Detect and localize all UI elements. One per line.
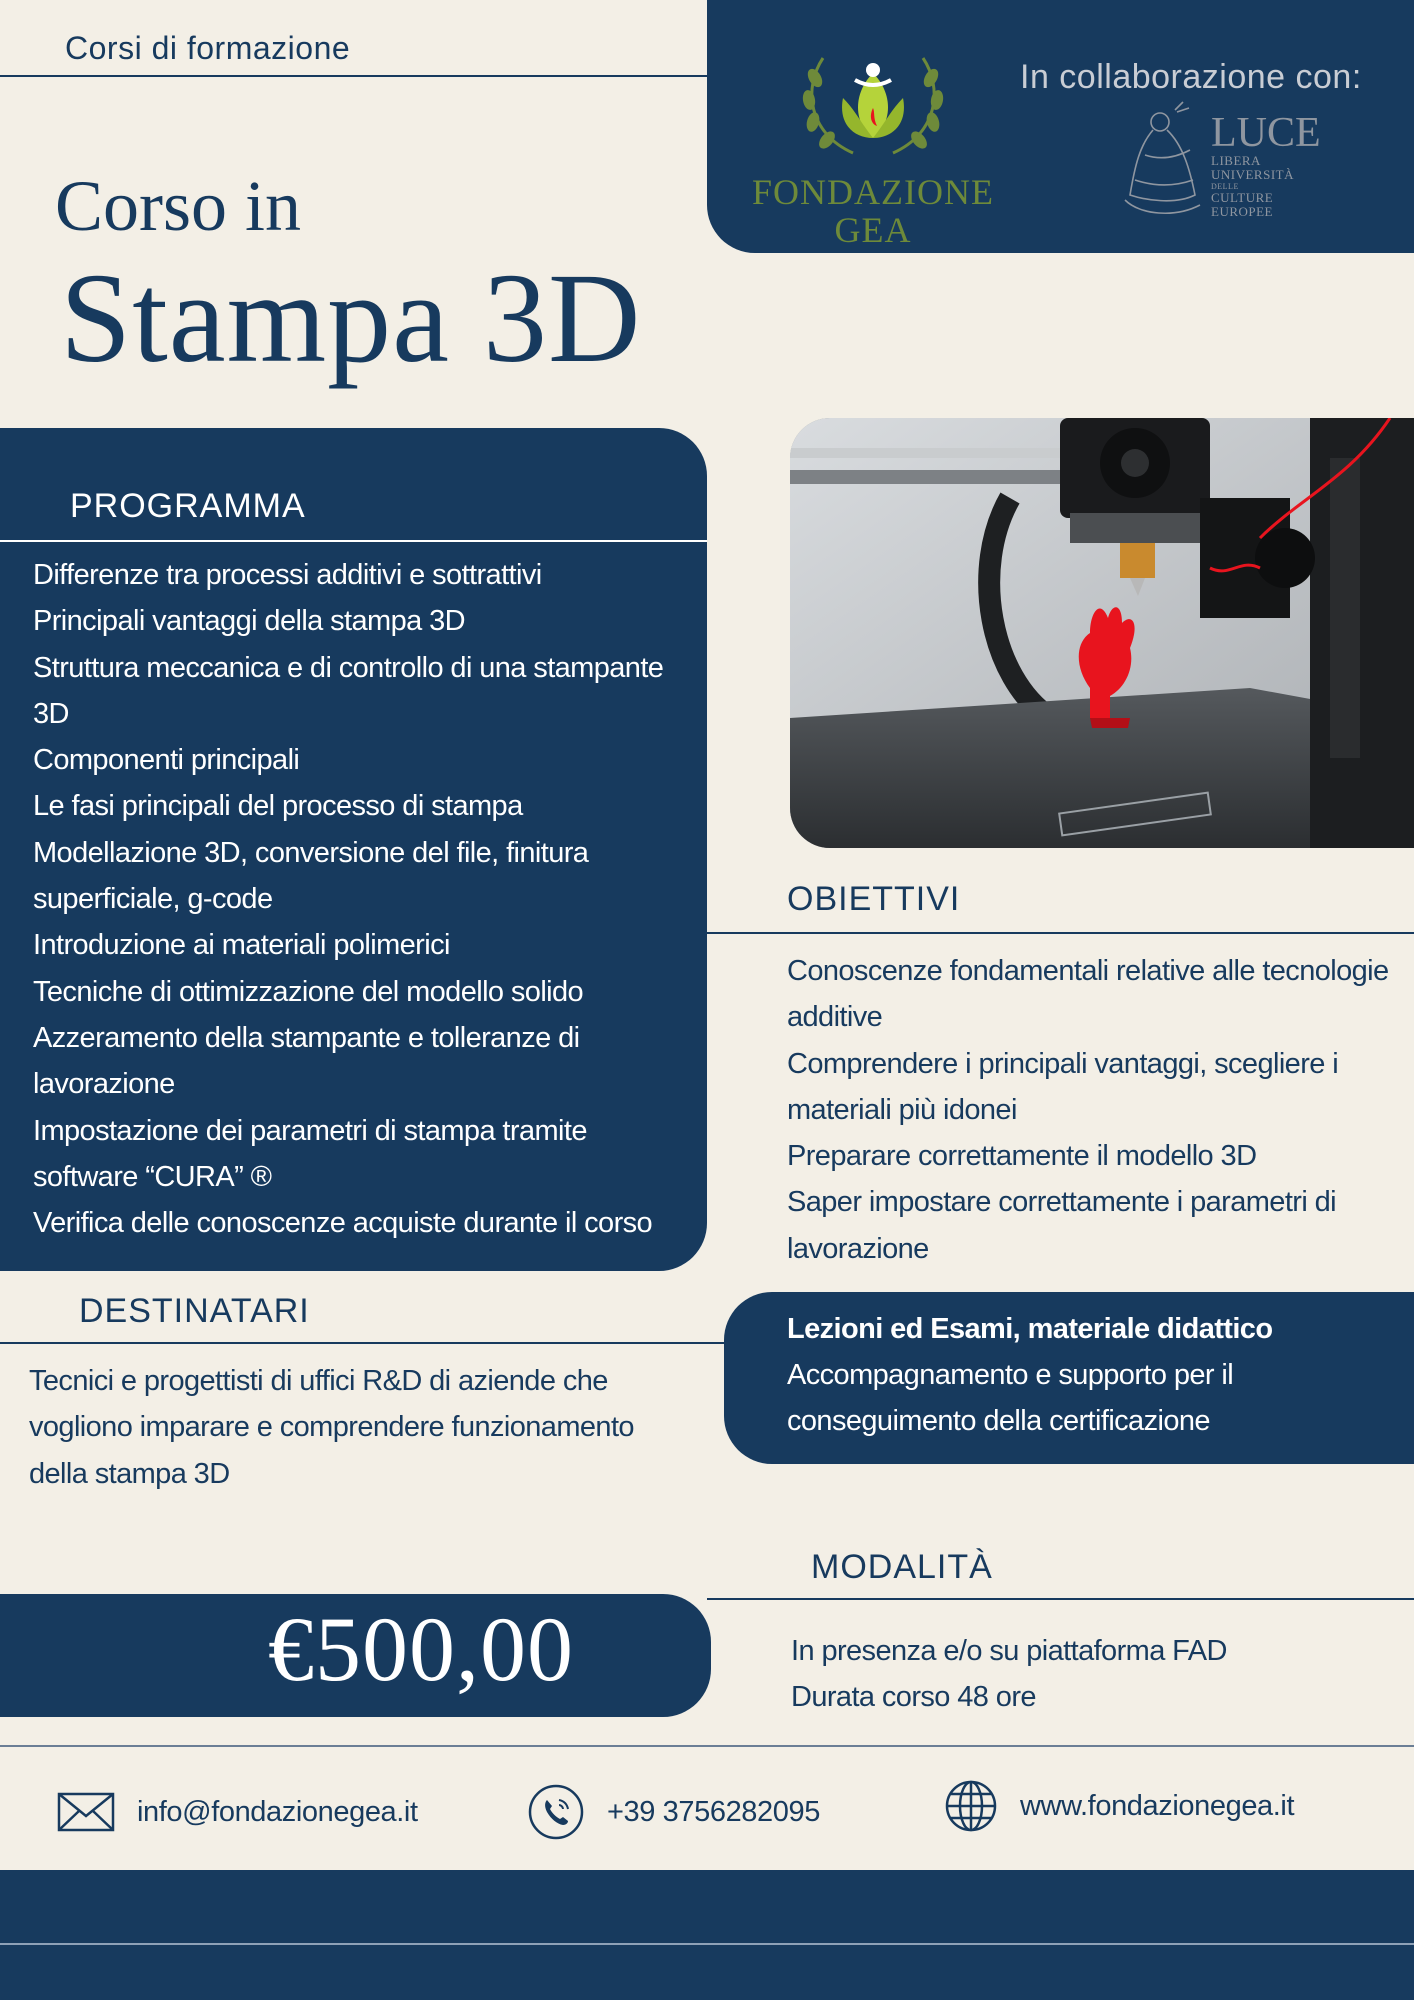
luce-sub-4: CULTURE [1211,190,1274,205]
destinatari-text: Tecnici e progettisti di uffici R&D di aziende che vogliono imparare e comprendere funzionamento della stampa 3D [29,1365,634,1490]
list-item: Azzeramento della stampante e tolleranze di lavorazione [33,1021,580,1101]
fondazione-gea-logo [738,38,1008,248]
lezioni-text [787,1306,1397,1444]
luce-sub-3: DELLE [1211,182,1239,191]
lezioni-description: Accompagnamento e supporto per il conseguimento della certificazione [787,1359,1234,1437]
collaboration-label: In collaborazione con: [1020,58,1362,96]
gea-emblem-icon [793,38,953,168]
modalita-divider [707,1598,1414,1600]
footer-divider [0,1943,1414,1945]
programma-heading: PROGRAMMA [70,487,306,525]
email-text[interactable]: info@fondazionegea.it [137,1795,418,1828]
3d-printer-image [790,418,1414,848]
phone-contact[interactable] [527,1784,820,1840]
gea-logo-line-1: FONDAZIONE [752,172,994,212]
list-item: Componenti principali [33,744,300,777]
contacts-divider [0,1745,1414,1747]
list-item: Modellazione 3D, conversione del file, finitura superficiale, g-code [33,836,589,916]
website-text[interactable]: www.fondazionegea.it [1020,1789,1295,1822]
modalita-heading: MODALITÀ [811,1548,993,1586]
programma-list [33,552,693,1246]
destinatari-heading: DESTINATARI [79,1292,310,1330]
list-item: Differenze tra processi additivi e sottrattivi [33,559,542,591]
destinatari-divider [0,1342,724,1344]
title-prefix: Corso in [55,166,302,246]
obiettivi-divider [707,932,1414,934]
modalita-line-2: Durata corso 48 ore [791,1681,1036,1713]
modalita-text [791,1628,1391,1720]
programma-divider [0,540,707,542]
header-label: Corsi di formazione [65,30,351,66]
footer-band [0,1870,1414,2000]
obiettivi-list [787,948,1407,1272]
luce-sub-5: EUROPEE [1211,204,1273,219]
course-price: €500,00 [268,1598,574,1700]
header-divider [0,75,707,77]
luce-figure-icon [1105,100,1205,225]
list-item: Principali vantaggi della stampa 3D [33,605,465,638]
gea-logo-line-2: GEA [834,210,912,250]
lezioni-bold-line: Lezioni ed Esami, materiale didattico [787,1313,1273,1345]
list-item: Conoscenze fondamentali relative alle tecnologie additive [787,955,1389,1034]
modalita-line-1: In presenza e/o su piattaforma FAD [791,1635,1227,1667]
luce-sub-1: LIBERA [1211,153,1261,168]
luce-sub-2: UNIVERSITÀ [1211,167,1294,182]
luce-name: LUCE [1211,110,1321,156]
list-item: Tecniche di ottimizzazione del modello solido [33,975,584,1008]
3d-printer-photo [790,418,1414,848]
list-item: Saper impostare correttamente i parametri di lavorazione [787,1186,1337,1265]
phone-icon [527,1783,585,1841]
list-item: Introduzione ai materiali polimerici [33,929,450,962]
list-item: Preparare correttamente il modello 3D [787,1140,1257,1173]
list-item: Impostazione dei parametri di stampa tramite software “CURA” ® [33,1114,587,1193]
luce-logo [1105,100,1335,230]
globe-icon [944,1779,998,1833]
list-item: Comprendere i principali vantaggi, scegliere i materiali più idonei [787,1047,1339,1126]
website-contact[interactable] [944,1778,1294,1834]
list-item: Verifica delle conoscenze acquiste durante il corso [33,1207,653,1240]
phone-text[interactable]: +39 3756282095 [607,1795,820,1828]
list-item: Le fasi principali del processo di stampa [33,790,523,823]
list-item: Struttura meccanica e di controllo di una stampante 3D [33,651,664,730]
page-title: Stampa 3D [60,247,642,389]
obiettivi-heading: OBIETTIVI [787,880,961,918]
envelope-icon [57,1792,115,1832]
email-contact[interactable] [57,1784,418,1840]
